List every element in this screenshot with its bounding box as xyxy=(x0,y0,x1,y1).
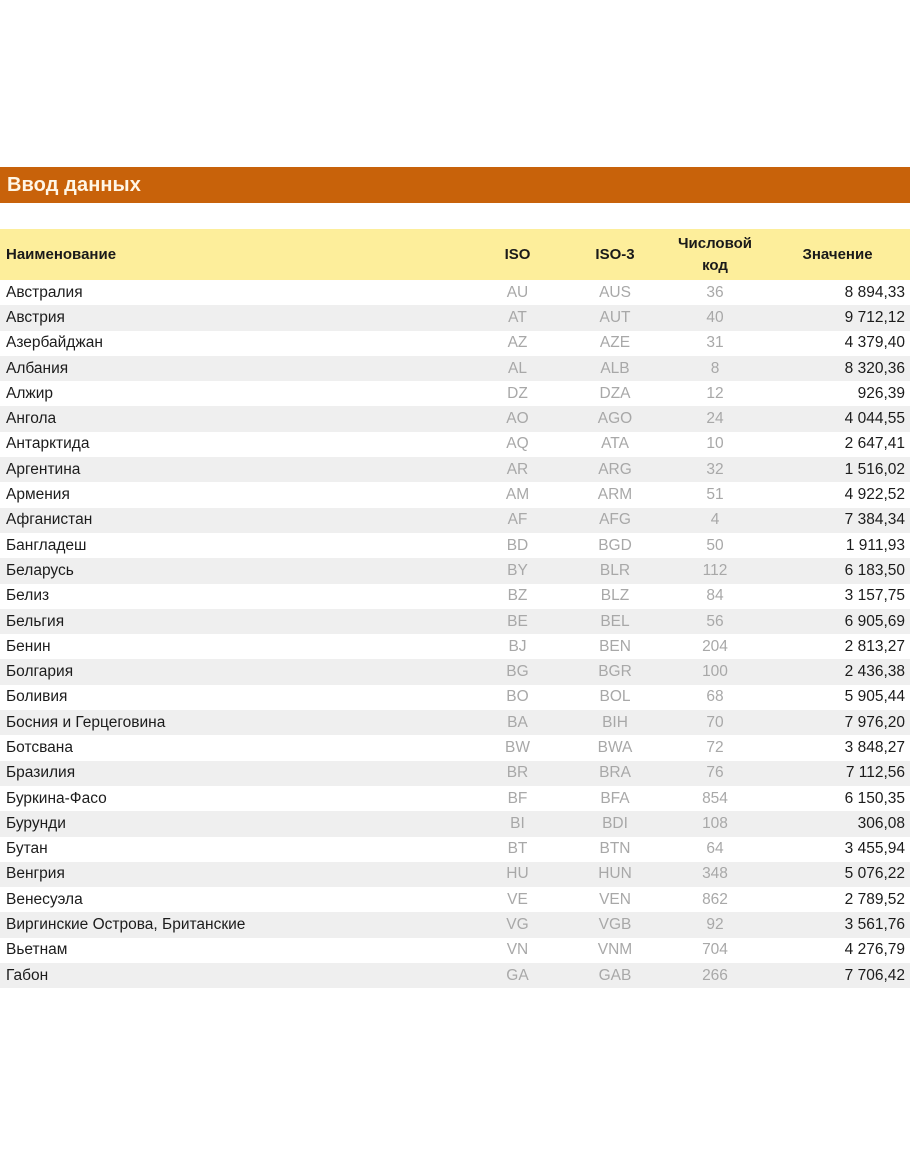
cell-name[interactable]: Вьетнам xyxy=(6,941,68,959)
cell-name[interactable]: Ботсвана xyxy=(6,738,73,756)
cell-name[interactable]: Болгария xyxy=(6,663,74,681)
cell-numeric-code[interactable]: 8 xyxy=(710,359,720,377)
cell-name[interactable]: Босния и Герцеговина xyxy=(6,713,166,731)
cell-iso[interactable]: BO xyxy=(506,688,529,706)
cell-iso3[interactable]: ALB xyxy=(600,359,630,377)
cell-iso3[interactable]: AUT xyxy=(599,308,631,326)
table-row xyxy=(0,508,910,533)
table-row xyxy=(0,912,910,937)
cell-iso[interactable]: GA xyxy=(506,966,529,984)
cell-iso3[interactable]: VNM xyxy=(597,941,633,959)
table-row xyxy=(0,634,910,659)
table-row xyxy=(0,482,910,507)
cell-iso[interactable]: VE xyxy=(507,890,528,908)
cell-name[interactable]: Австралия xyxy=(6,283,83,301)
cell-iso3[interactable]: BFA xyxy=(600,789,630,807)
table-row xyxy=(0,356,910,381)
cell-iso[interactable]: BW xyxy=(505,738,530,756)
table-row xyxy=(0,381,910,406)
column-header-numeric-code-line1: Числовой xyxy=(677,234,752,252)
table-row xyxy=(0,786,910,811)
cell-numeric-code[interactable]: 56 xyxy=(706,612,724,630)
cell-iso3[interactable]: BRA xyxy=(599,764,631,782)
table-row xyxy=(0,305,910,330)
cell-name[interactable]: Бенин xyxy=(6,637,51,655)
cell-numeric-code[interactable]: 36 xyxy=(706,283,724,301)
cell-name[interactable]: Венесуэла xyxy=(6,890,83,908)
cell-name[interactable]: Афганистан xyxy=(6,511,93,529)
cell-numeric-code[interactable]: 862 xyxy=(702,890,728,908)
cell-name[interactable]: Азербайджан xyxy=(6,334,103,352)
cell-name[interactable]: Аргентина xyxy=(6,460,81,478)
cell-name[interactable]: Армения xyxy=(6,486,70,504)
data-table xyxy=(0,229,910,988)
cell-iso3[interactable]: AZE xyxy=(599,334,631,352)
cell-iso[interactable]: BG xyxy=(506,663,529,681)
cell-value[interactable]: 1 516,02 xyxy=(844,460,905,478)
cell-name[interactable]: Боливия xyxy=(6,688,68,706)
cell-iso[interactable]: AR xyxy=(506,460,529,478)
table-body xyxy=(0,280,910,988)
cell-numeric-code[interactable]: 76 xyxy=(706,764,724,782)
cell-iso[interactable]: AU xyxy=(506,283,529,301)
cell-iso[interactable]: BE xyxy=(507,612,528,630)
cell-value[interactable]: 2 647,41 xyxy=(844,435,905,453)
cell-iso[interactable]: BD xyxy=(506,536,529,554)
cell-value[interactable]: 6 150,35 xyxy=(844,789,905,807)
table-row xyxy=(0,811,910,836)
section-title: Ввод данных xyxy=(7,173,141,196)
cell-iso3[interactable]: BLZ xyxy=(600,587,630,605)
cell-name[interactable]: Австрия xyxy=(6,308,65,326)
table-row xyxy=(0,735,910,760)
cell-iso[interactable]: AM xyxy=(505,486,530,504)
table-header-row xyxy=(0,229,910,280)
cell-name[interactable]: Венгрия xyxy=(6,865,65,883)
cell-value[interactable]: 4 922,52 xyxy=(844,486,905,504)
cell-iso3[interactable]: BTN xyxy=(599,840,631,858)
cell-numeric-code[interactable]: 108 xyxy=(702,814,728,832)
cell-numeric-code[interactable]: 72 xyxy=(706,738,724,756)
cell-value[interactable]: 2 813,27 xyxy=(844,637,905,655)
cell-numeric-code[interactable]: 12 xyxy=(706,384,724,402)
cell-value[interactable]: 5 905,44 xyxy=(844,688,905,706)
cell-value[interactable]: 3 848,27 xyxy=(844,738,905,756)
table-row xyxy=(0,331,910,356)
cell-iso3[interactable]: DZA xyxy=(599,384,631,402)
cell-iso3[interactable]: GAB xyxy=(598,966,632,984)
table-row xyxy=(0,963,910,988)
table-row xyxy=(0,938,910,963)
cell-value[interactable]: 926,39 xyxy=(857,384,905,402)
cell-value[interactable]: 3 157,75 xyxy=(844,587,905,605)
table-row xyxy=(0,837,910,862)
cell-iso[interactable]: HU xyxy=(506,865,529,883)
cell-iso3[interactable]: HUN xyxy=(598,865,632,883)
cell-numeric-code[interactable]: 348 xyxy=(702,865,728,883)
cell-iso3[interactable]: BEL xyxy=(600,612,630,630)
cell-numeric-code[interactable]: 51 xyxy=(706,486,724,504)
cell-numeric-code[interactable]: 92 xyxy=(706,916,724,934)
cell-iso[interactable]: BR xyxy=(506,764,529,782)
column-header-numeric-code[interactable] xyxy=(665,233,765,277)
cell-value[interactable]: 1 911,93 xyxy=(845,536,905,554)
cell-numeric-code[interactable]: 4 xyxy=(710,511,720,529)
cell-iso[interactable]: AT xyxy=(508,308,527,326)
table-row xyxy=(0,761,910,786)
cell-iso3[interactable]: ATA xyxy=(601,435,629,453)
cell-iso3[interactable]: VGB xyxy=(598,916,632,934)
table-row xyxy=(0,558,910,583)
cell-iso[interactable]: VG xyxy=(506,916,529,934)
cell-value[interactable]: 3 561,76 xyxy=(844,916,905,934)
cell-numeric-code[interactable]: 24 xyxy=(706,410,724,428)
cell-name[interactable]: Бурунди xyxy=(6,814,66,832)
cell-iso3[interactable]: VEN xyxy=(599,890,631,908)
cell-numeric-code[interactable]: 704 xyxy=(702,941,728,959)
cell-value[interactable]: 3 455,94 xyxy=(844,840,905,858)
cell-numeric-code[interactable]: 31 xyxy=(706,334,724,352)
cell-numeric-code[interactable]: 10 xyxy=(706,435,724,453)
cell-iso[interactable]: BY xyxy=(507,561,528,579)
cell-value[interactable]: 2 789,52 xyxy=(844,890,905,908)
cell-iso3[interactable]: ARM xyxy=(597,486,633,504)
cell-numeric-code[interactable]: 266 xyxy=(702,966,728,984)
cell-iso[interactable]: AQ xyxy=(506,435,529,453)
cell-iso3[interactable]: BLR xyxy=(599,561,631,579)
cell-numeric-code[interactable]: 40 xyxy=(706,308,724,326)
column-header-name[interactable]: Наименование xyxy=(6,246,117,263)
cell-numeric-code[interactable]: 68 xyxy=(706,688,724,706)
table-row xyxy=(0,406,910,431)
cell-iso[interactable]: BA xyxy=(507,713,528,731)
cell-value[interactable]: 2 436,38 xyxy=(844,663,905,681)
table-row xyxy=(0,457,910,482)
table-row xyxy=(0,432,910,457)
cell-name[interactable]: Бутан xyxy=(6,840,48,858)
cell-value[interactable]: 306,08 xyxy=(857,814,905,832)
column-header-value[interactable]: Значение xyxy=(802,246,873,263)
cell-iso3[interactable]: BGR xyxy=(598,663,632,681)
cell-iso[interactable]: VN xyxy=(506,941,529,959)
cell-iso[interactable]: AZ xyxy=(507,334,528,352)
cell-numeric-code[interactable]: 100 xyxy=(702,663,728,681)
cell-numeric-code[interactable]: 112 xyxy=(702,561,728,579)
cell-iso3[interactable]: BWA xyxy=(597,738,633,756)
cell-iso[interactable]: BJ xyxy=(508,637,527,655)
cell-name[interactable]: Бразилия xyxy=(6,764,76,782)
cell-value[interactable]: 5 076,22 xyxy=(844,865,905,883)
table-row xyxy=(0,533,910,558)
column-header-iso[interactable]: ISO xyxy=(504,246,531,263)
cell-iso[interactable]: BZ xyxy=(507,587,528,605)
cell-iso3[interactable]: AFG xyxy=(599,511,631,529)
cell-name[interactable]: Бельгия xyxy=(6,612,65,630)
cell-iso3[interactable]: BEN xyxy=(599,637,631,655)
cell-value[interactable]: 6 905,69 xyxy=(844,612,905,630)
cell-name[interactable]: Алжир xyxy=(6,384,54,402)
column-header-numeric-code-line2: код xyxy=(702,256,728,274)
cell-iso[interactable]: BT xyxy=(507,840,528,858)
cell-iso3[interactable]: ARG xyxy=(598,460,632,478)
cell-name[interactable]: Ангола xyxy=(6,410,57,428)
cell-name[interactable]: Буркина-Фасо xyxy=(6,789,107,807)
cell-value[interactable]: 7 706,42 xyxy=(844,966,905,984)
table-row xyxy=(0,280,910,305)
cell-value[interactable]: 6 183,50 xyxy=(844,561,905,579)
cell-numeric-code[interactable]: 854 xyxy=(702,789,728,807)
cell-numeric-code[interactable]: 50 xyxy=(706,536,724,554)
table-row xyxy=(0,584,910,609)
table-row xyxy=(0,862,910,887)
cell-iso3[interactable]: BDI xyxy=(602,814,628,832)
cell-numeric-code[interactable]: 64 xyxy=(706,840,724,858)
cell-iso3[interactable]: AUS xyxy=(599,283,631,301)
table-row xyxy=(0,659,910,684)
cell-iso[interactable]: BF xyxy=(507,789,528,807)
cell-value[interactable]: 7 112,56 xyxy=(845,764,905,782)
table-row xyxy=(0,887,910,912)
cell-name[interactable]: Албания xyxy=(6,359,69,377)
cell-name[interactable]: Беларусь xyxy=(6,561,74,579)
cell-numeric-code[interactable]: 204 xyxy=(702,637,728,655)
cell-name[interactable]: Белиз xyxy=(6,587,50,605)
cell-iso3[interactable]: BGD xyxy=(598,536,632,554)
cell-name[interactable]: Антарктида xyxy=(6,435,90,453)
cell-iso[interactable]: DZ xyxy=(507,384,528,402)
table-row xyxy=(0,710,910,735)
cell-iso3[interactable]: BIH xyxy=(602,713,628,731)
cell-value[interactable]: 7 384,34 xyxy=(844,511,905,529)
column-header-iso3[interactable]: ISO-3 xyxy=(595,246,635,263)
section-header-bar xyxy=(0,167,910,203)
cell-value[interactable]: 4 276,79 xyxy=(844,941,905,959)
table-row xyxy=(0,609,910,634)
cell-value[interactable]: 9 712,12 xyxy=(844,308,905,326)
cell-iso[interactable]: AO xyxy=(506,410,529,428)
cell-iso3[interactable]: BOL xyxy=(599,688,631,706)
cell-numeric-code[interactable]: 84 xyxy=(706,587,724,605)
cell-iso3[interactable]: AGO xyxy=(597,410,633,428)
cell-numeric-code[interactable]: 70 xyxy=(706,713,724,731)
cell-value[interactable]: 8 894,33 xyxy=(844,283,905,301)
cell-name[interactable]: Габон xyxy=(6,966,49,984)
table-row xyxy=(0,685,910,710)
cell-iso[interactable]: AF xyxy=(507,511,528,529)
cell-numeric-code[interactable]: 32 xyxy=(706,460,724,478)
cell-name[interactable]: Виргинские Острова, Британские xyxy=(6,916,246,934)
cell-iso[interactable]: BI xyxy=(510,814,525,832)
cell-value[interactable]: 4 044,55 xyxy=(844,410,905,428)
cell-value[interactable]: 4 379,40 xyxy=(844,334,905,352)
cell-value[interactable]: 7 976,20 xyxy=(844,713,905,731)
cell-iso[interactable]: AL xyxy=(508,359,527,377)
cell-value[interactable]: 8 320,36 xyxy=(844,359,905,377)
cell-name[interactable]: Бангладеш xyxy=(6,536,87,554)
